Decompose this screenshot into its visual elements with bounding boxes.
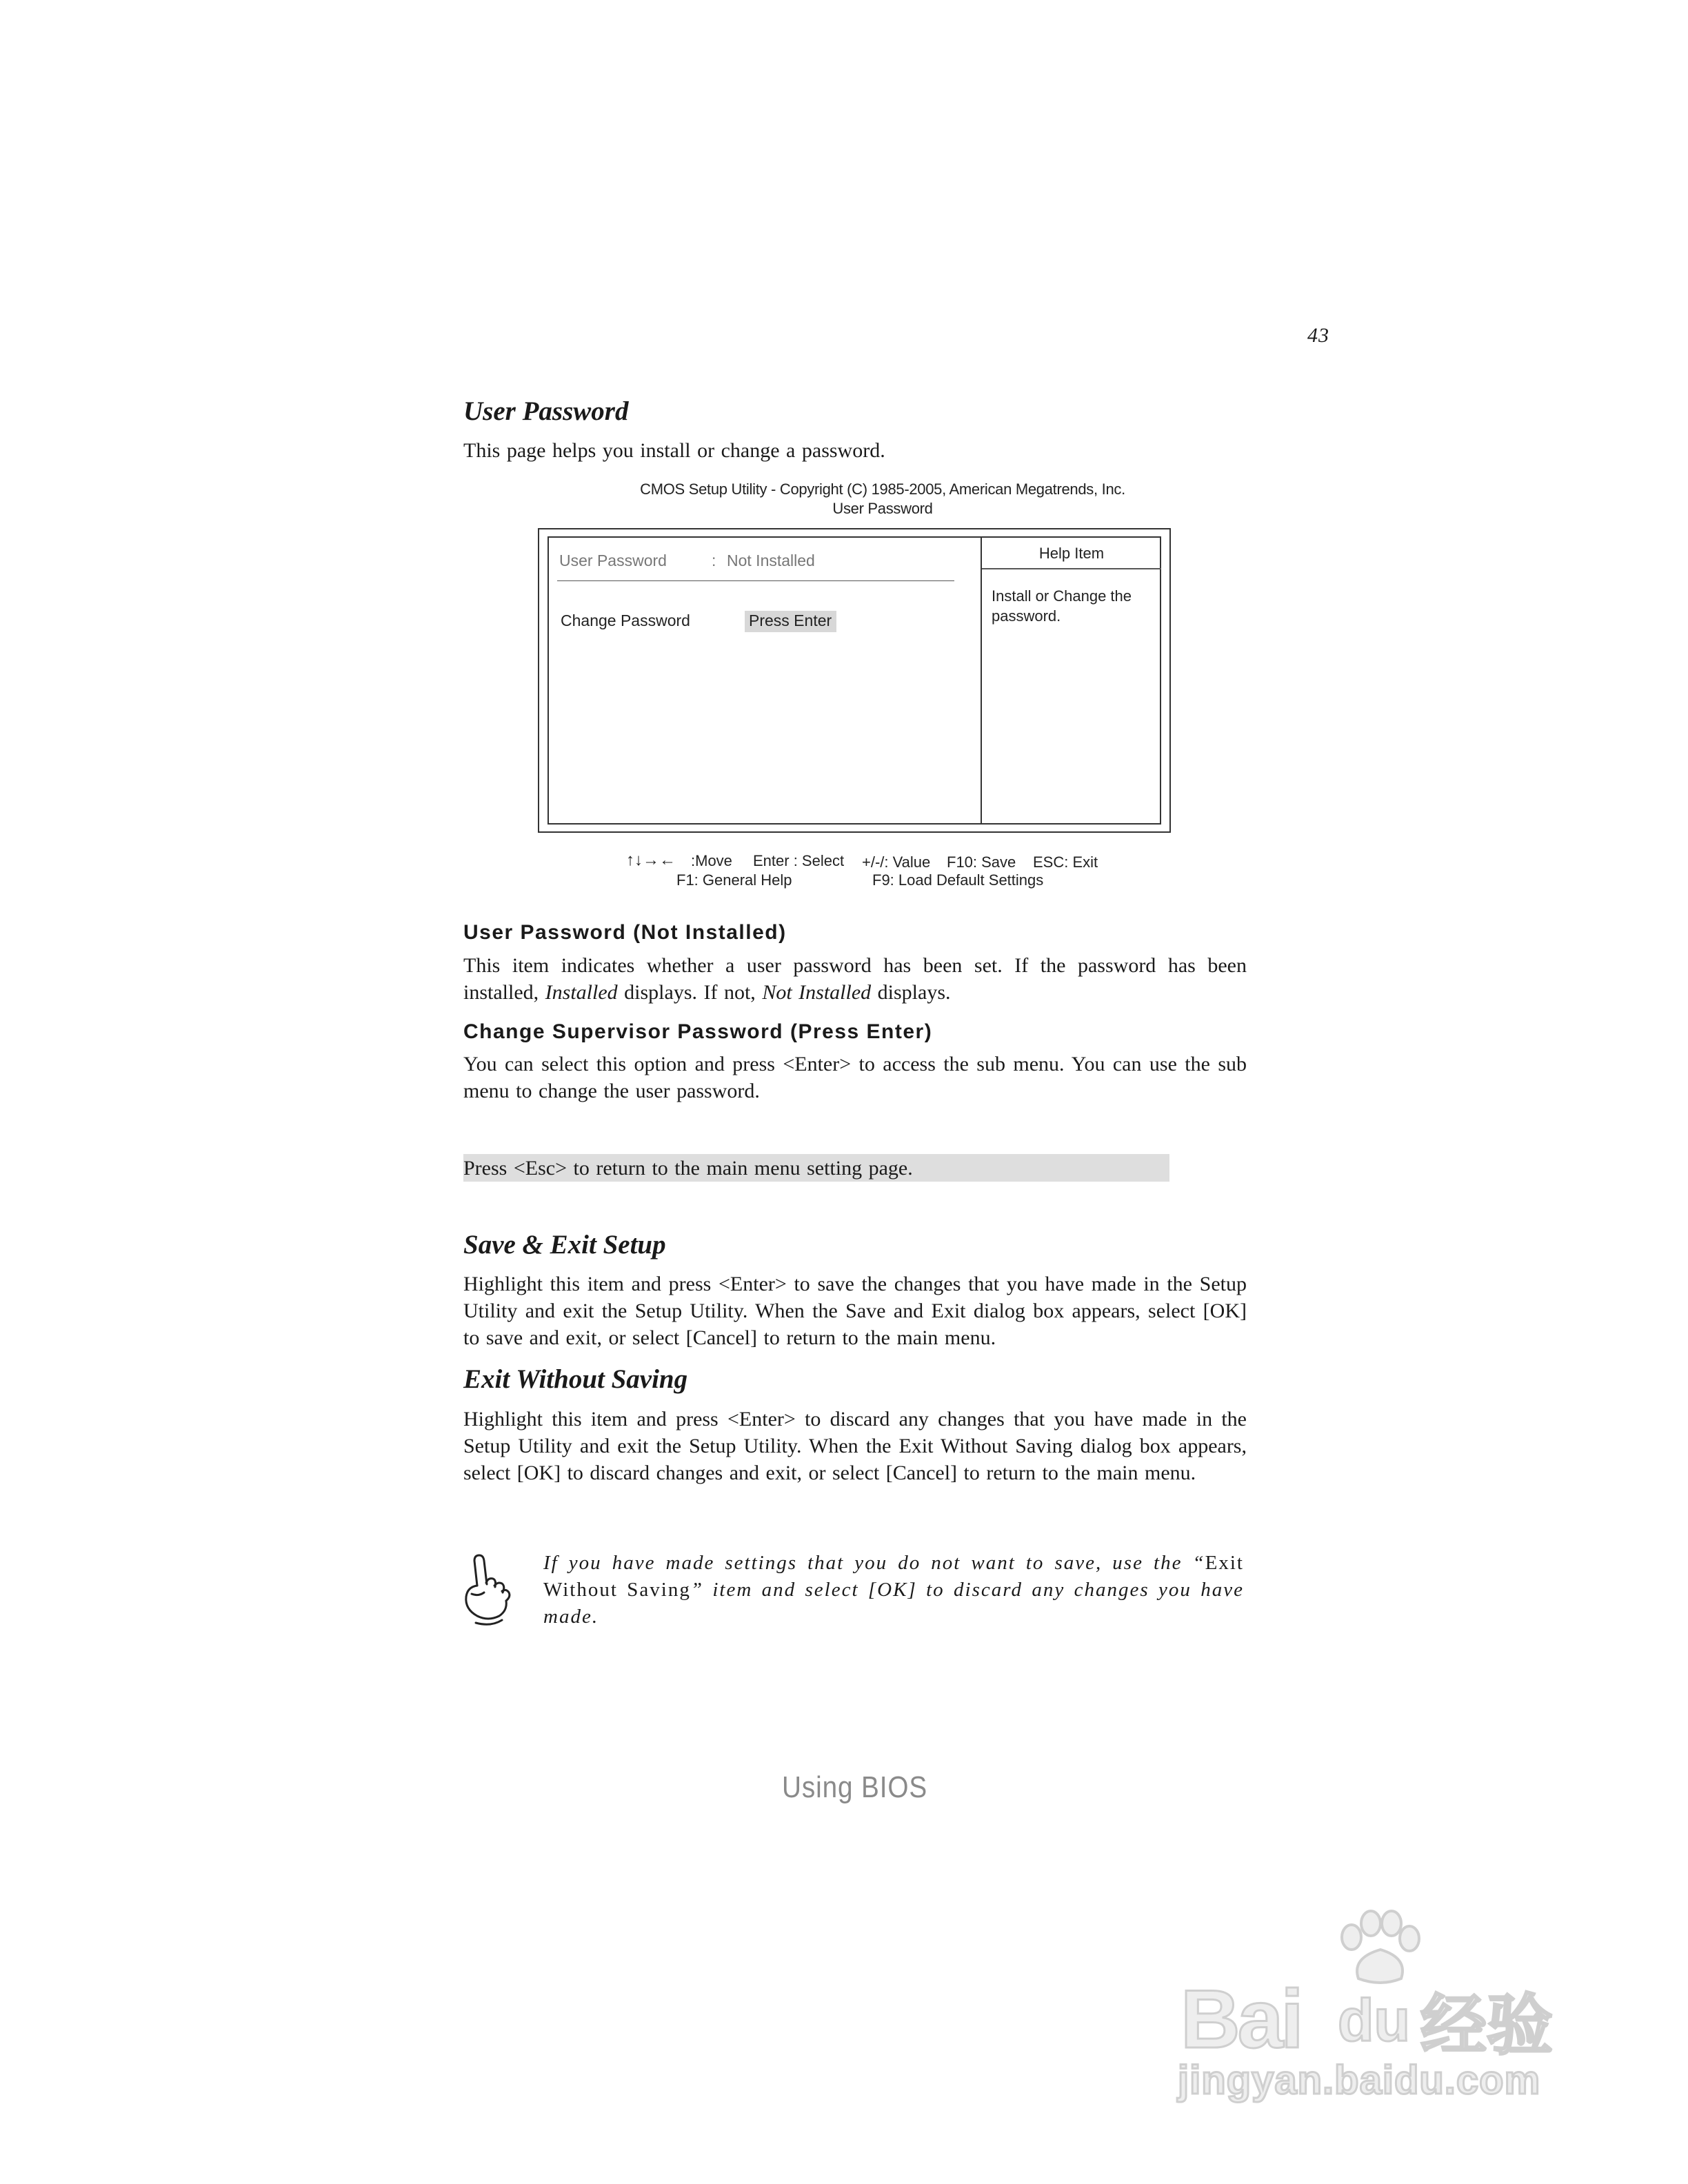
watermark-brand-du: du — [1338, 1988, 1411, 2054]
move-arrows-icon: ↑↓→← — [626, 851, 676, 869]
change-password-value[interactable]: Press Enter — [749, 611, 832, 629]
bios-header-copyright: CMOS Setup Utility - Copyright (C) 1985-2005, American Megatrends, Inc. — [640, 481, 1125, 498]
bios-header-title: User Password — [832, 500, 933, 517]
desc-installed: Installed — [545, 981, 618, 1004]
user-password-status-colon: : — [712, 552, 716, 569]
desc-part2: displays. If not, — [617, 981, 763, 1004]
key-hint-exit: ESC: Exit — [1033, 853, 1098, 871]
esc-note: Press <Esc> to return to the main menu setting page. — [463, 1157, 913, 1180]
desc-not-installed: Not Installed — [762, 981, 872, 1004]
key-hint-load-defaults: F9: Load Default Settings — [872, 871, 1044, 889]
section-title-user-password: User Password — [463, 396, 629, 426]
pointing-hand-icon — [461, 1551, 517, 1627]
exit-without-saving-description: Highlight this item and press <Enter> to discard any changes that you have made in the Setup Utility and exit the Setup Utility. When the Exit Without Saving dialog box appears, select [OK] to discard changes and exit, or select [Cancel] to return to the main menu. — [463, 1408, 1247, 1484]
watermark-brand-cn: 经验 — [1420, 1989, 1553, 2063]
user-password-status-label: User Password — [559, 552, 667, 569]
user-password-description — [463, 952, 1247, 1006]
desc-part3: displays. — [871, 981, 951, 1004]
key-hint-move: :Move — [691, 852, 732, 869]
page-number: 43 — [1307, 324, 1329, 347]
change-supervisor-description: You can select this option and press <Enter> to access the sub menu. You can use the sub menu to change the user password. — [463, 1053, 1247, 1102]
user-password-status-value: Not Installed — [727, 552, 815, 569]
paw-icon — [1331, 1910, 1427, 1985]
section-intro: This page helps you install or change a password. — [463, 439, 885, 462]
key-hint-save: F10: Save — [947, 853, 1016, 871]
bios-panel-divider — [981, 536, 982, 825]
section-title-save-exit: Save & Exit Setup — [463, 1230, 666, 1260]
key-hint-select: Enter : Select — [753, 852, 845, 869]
key-hint-value: +/-/: Value — [862, 853, 931, 871]
note-part1: If you have made settings that you do not want to save, use the “ — [543, 1552, 1205, 1574]
key-hint-general-help: F1: General Help — [676, 871, 792, 889]
section-title-exit-without-saving: Exit Without Saving — [463, 1364, 688, 1394]
baidu-jingyan-watermark — [1165, 1910, 1579, 2103]
note-part2: ” item and select [OK] to discard any changes you have made. — [543, 1579, 1244, 1628]
watermark-brand-bai: Bai — [1180, 1973, 1301, 2065]
bios-option-separator — [557, 580, 954, 581]
help-title-divider — [982, 568, 1161, 569]
save-exit-description: Highlight this item and press <Enter> to save the changes that you have made in the Setup Utility and exit the Setup Utility. When the Save and Exit dialog box appears, select [OK] to save and exit, or select [Cancel] to return to the main menu. — [463, 1273, 1247, 1349]
heading-user-password-not-installed: User Password (Not Installed) — [463, 921, 787, 944]
heading-change-supervisor-password: Change Supervisor Password (Press Enter) — [463, 1020, 933, 1043]
change-password-label[interactable]: Change Password — [561, 611, 690, 629]
note-text — [543, 1550, 1244, 1630]
desc-part1: This item indicates whether a user password has been set. If the password has been installed, — [463, 954, 1247, 1004]
help-item-text: Install or Change the password. — [992, 587, 1132, 625]
page-footer: Using BIOS — [782, 1770, 928, 1804]
watermark-url: jingyan.baidu.com — [1178, 2058, 1541, 2103]
bios-frame-inner — [547, 536, 1161, 825]
help-item-title: Help Item — [1038, 545, 1105, 562]
note-item-name: Exit Without Saving — [543, 1552, 1244, 1601]
